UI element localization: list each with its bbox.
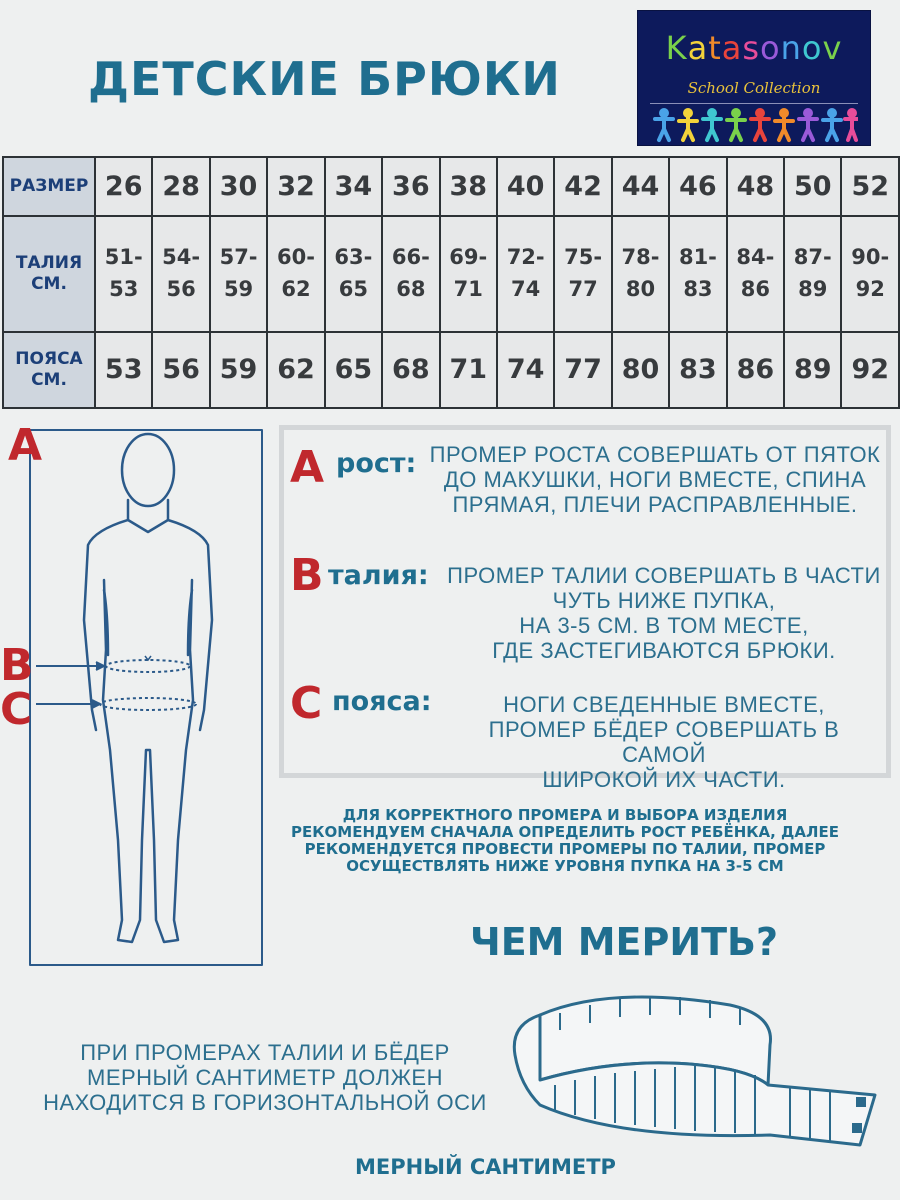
row-header: ТАЛИЯ СМ.: [3, 216, 95, 332]
instruction-line: ПРЯМАЯ, ПЛЕЧИ РАСПРАВЛЕННЫЕ.: [452, 492, 858, 517]
measuring-tape-icon: [500, 985, 880, 1155]
advice-line: ДЛЯ КОРРЕКТНОГО ПРОМЕРА И ВЫБОРА ИЗДЕЛИЯ: [342, 806, 788, 824]
size-table: [2, 156, 900, 409]
instruction-letter: A: [290, 442, 325, 493]
size-cell: 60- 62: [267, 216, 324, 332]
note-line: ПРИ ПРОМЕРАХ ТАЛИИ И БЁДЕР: [80, 1040, 450, 1065]
instruction-line: НА 3-5 СМ. В ТОМ МЕСТЕ,: [519, 613, 809, 638]
page-title: ДЕТСКИЕ БРЮКИ: [88, 52, 561, 106]
advice-line: РЕКОМЕНДУЕМ СНАЧАЛА ОПРЕДЕЛИТЬ РОСТ РЕБЁНКА, ДАЛЕЕ: [291, 823, 839, 841]
size-cell: 92: [841, 332, 899, 408]
size-cell: 26: [95, 157, 152, 216]
instruction-line: НОГИ СВЕДЕННЫЕ ВМЕСТЕ,: [503, 692, 825, 717]
size-cell: 38: [440, 157, 497, 216]
logo-letter: v: [822, 29, 843, 67]
size-cell: 71: [440, 332, 497, 408]
measurement-instructions: [279, 425, 891, 792]
size-cell: 80: [612, 332, 669, 408]
logo-letter: o: [801, 29, 823, 67]
size-cell: 63- 65: [325, 216, 382, 332]
logo-letter: n: [780, 29, 802, 67]
logo-subtitle: School Collection: [687, 79, 821, 97]
size-cell: 72- 74: [497, 216, 554, 332]
size-cell: 28: [152, 157, 209, 216]
instruction-line: ПРОМЕР БЁДЕР СОВЕРШАТЬ В САМОЙ: [488, 717, 840, 767]
instruction-line: ШИРОКОЙ ИХ ЧАСТИ.: [542, 767, 786, 792]
size-cell: 68: [382, 332, 439, 408]
logo-letter: K: [665, 29, 688, 67]
size-cell: 36: [382, 157, 439, 216]
size-cell: 52: [841, 157, 899, 216]
size-cell: 89: [784, 332, 841, 408]
row-header: ПОЯСА СМ.: [3, 332, 95, 408]
size-cell: 81- 83: [669, 216, 726, 332]
logo-letter: o: [760, 29, 781, 67]
size-cell: 77: [554, 332, 611, 408]
kids-figures-icon: [652, 107, 858, 143]
figure-letter-b: B: [0, 640, 34, 691]
size-cell: 50: [784, 157, 841, 216]
size-cell: 40: [497, 157, 554, 216]
size-cell: 66- 68: [382, 216, 439, 332]
brand-logo: [637, 10, 871, 146]
size-cell: 87- 89: [784, 216, 841, 332]
instruction-line: ДО МАКУШКИ, НОГИ ВМЕСТЕ, СПИНА: [443, 467, 867, 492]
instruction-letter: C: [290, 678, 323, 729]
size-cell: 32: [267, 157, 324, 216]
size-cell: 65: [325, 332, 382, 408]
size-cell: 75- 77: [554, 216, 611, 332]
size-cell: 69- 71: [440, 216, 497, 332]
size-cell: 54- 56: [152, 216, 209, 332]
measurement-advice: [270, 807, 860, 875]
instruction-line: ЧУТЬ НИЖЕ ПУПКА,: [552, 588, 776, 613]
logo-brand: [638, 29, 870, 67]
tape-note: [30, 1040, 500, 1115]
instruction-label: рост:: [336, 448, 417, 479]
instruction-text: [444, 692, 884, 792]
size-cell: 51- 53: [95, 216, 152, 332]
size-cell: 34: [325, 157, 382, 216]
logo-letter: a: [721, 29, 743, 67]
size-cell: 62: [267, 332, 324, 408]
instruction-line: ГДЕ ЗАСТЕГИВАЮТСЯ БРЮКИ.: [492, 638, 836, 663]
size-cell: 56: [152, 332, 209, 408]
size-table-row: [3, 216, 899, 332]
size-cell: 44: [612, 157, 669, 216]
size-cell: 53: [95, 332, 152, 408]
size-table-row: [3, 157, 899, 216]
note-line: МЕРНЫЙ САНТИМЕТР ДОЛЖЕН: [87, 1065, 443, 1090]
instruction-letter: B: [290, 550, 324, 601]
note-line: НАХОДИТСЯ В ГОРИЗОНТАЛЬНОЙ ОСИ: [43, 1090, 487, 1115]
instruction-text: [444, 563, 884, 663]
logo-letter: a: [687, 29, 709, 67]
size-cell: 42: [554, 157, 611, 216]
logo-letter: s: [742, 29, 761, 67]
what-to-measure-heading: ЧЕМ МЕРИТЬ?: [470, 920, 779, 964]
size-cell: 59: [210, 332, 267, 408]
size-cell: 78- 80: [612, 216, 669, 332]
figure-letter-c: C: [0, 684, 33, 735]
logo-divider: [650, 103, 858, 104]
size-cell: 84- 86: [727, 216, 784, 332]
size-cell: 83: [669, 332, 726, 408]
instruction-label: пояса:: [332, 686, 432, 717]
advice-line: ОСУЩЕСТВЛЯТЬ НИЖЕ УРОВНЯ ПУПКА НА 3-5 СМ: [346, 857, 784, 875]
instruction-line: ПРОМЕР ТАЛИИ СОВЕРШАТЬ В ЧАСТИ: [447, 563, 881, 588]
size-table-row: [3, 332, 899, 408]
body-figure-illustration: [0, 420, 280, 980]
tape-caption: МЕРНЫЙ САНТИМЕТР: [355, 1155, 616, 1179]
size-cell: 30: [210, 157, 267, 216]
figure-letter-a: A: [8, 420, 43, 471]
row-header: РАЗМЕР: [3, 157, 95, 216]
logo-letter: t: [708, 29, 722, 67]
instruction-label: талия:: [328, 560, 429, 591]
size-cell: 74: [497, 332, 554, 408]
instruction-line: ПРОМЕР РОСТА СОВЕРШАТЬ ОТ ПЯТОК: [429, 442, 881, 467]
size-cell: 90- 92: [841, 216, 899, 332]
size-cell: 46: [669, 157, 726, 216]
size-cell: 48: [727, 157, 784, 216]
advice-line: РЕКОМЕНДУЕТСЯ ПРОВЕСТИ ПРОМЕРЫ ПО ТАЛИИ, ПРОМЕР: [304, 840, 826, 858]
size-cell: 86: [727, 332, 784, 408]
size-cell: 57- 59: [210, 216, 267, 332]
instruction-text: [424, 442, 886, 517]
